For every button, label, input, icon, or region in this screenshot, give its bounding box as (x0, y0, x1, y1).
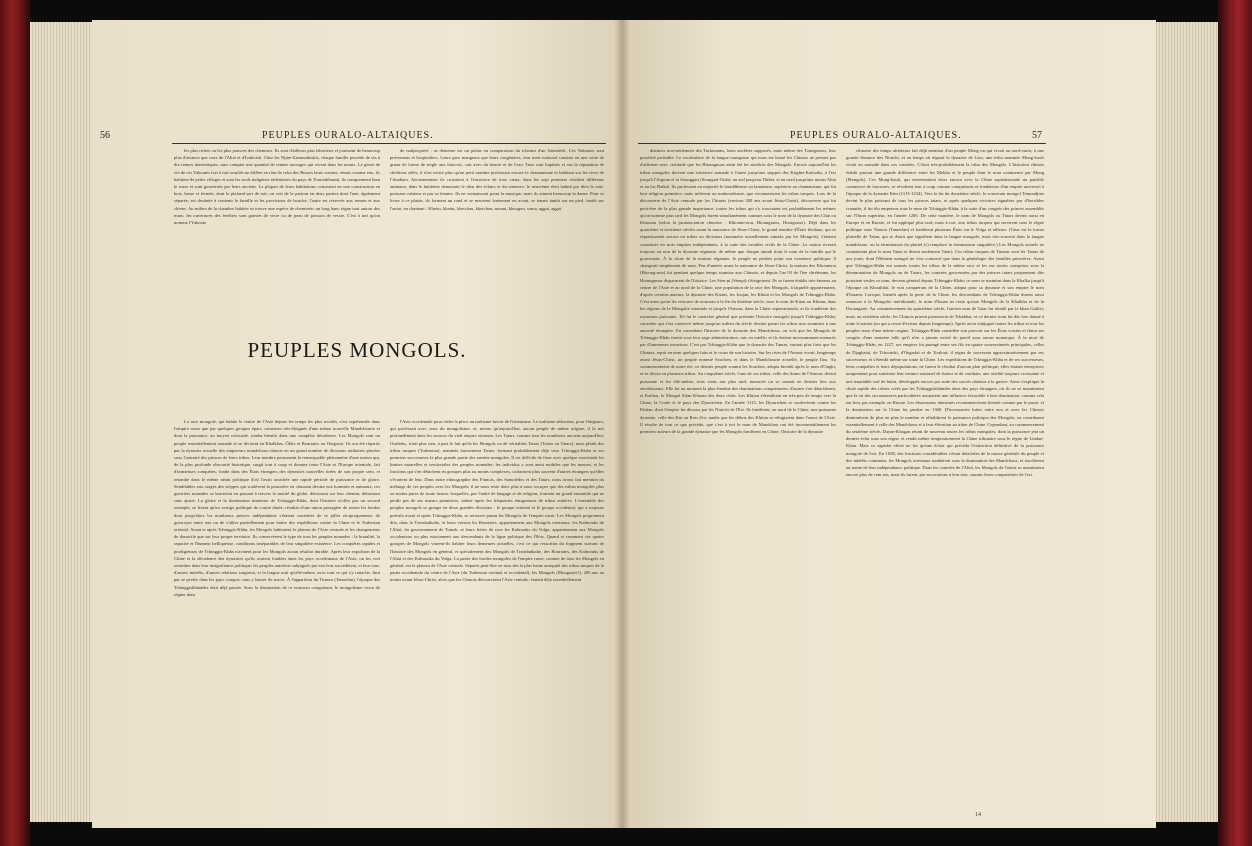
right-page-number: 57 (1032, 130, 1042, 141)
left-col1-top-text: les plus riches ou les plus pauvres des chemises. Ils sont d'ailleurs plus laborieux et jouissent de beaucoup plus d'aisance que ceux de l'Altaï et d'Ioukotsk. Chez les Nijne-Zamoudinskis, chaque famille possède de six à dix rennes domestiques, sans compter une quantité de rennes sauvages qui vivent dans les monts. Le genre de vie de ces Yakoutes fort à fait rosultés ne diffère en rien de celui des Russes leurs voisins; réunis comme eux, ils habitent de petits villages et sont les seuls indigènes sédentaires du pays de Touroukhansk; ils comprennent bien le russe et sont gouvernés par leurs anciens. La plupart de leurs habitations consistent en une construction en bois, basse et fermée, dont le plafond sert de toit; on voit de la partout en deux parties dont l'une, également séparée, est destinée à contenir la famille et les provisions de bouche; l'autre est réservée aux rennes et aux chiens. Au milieu de la chambre habitée se trouve une espèce de cheminée; un long banc règne tout autour des murs; les ouvertures des fenêtres sont garnies de verre ou de peau de poisson de vessie. C'est à tort qu'on nomme l'Yakoute (174, 148, 380, 226)
page-block-left (30, 22, 92, 822)
right-col2-text: chinoise des temps ultérieurs fait déjà mention d'un peuple Mong-on qui vivait au nord-ouest, à une grande distance des Niutchi; et au temps où régnait la dynastie de Liao, une tribu nommée Mong-kouli vivait en nomade dans ces contrées. C'était très-probablement la tribu des Mongols. L'historien chinois établit partout une grande différence entre les Mokho et le peuple dont le nom commence par Mong (Mongols). Ces Mong-kouli, qui entretenaient alors encore avec la Chine septentrionale un paisible commerce de fourrures, se révoltent tout à coup comme conquérants et fondateurs d'un empire universel à l'époque de la dynastie Kim (1115-1234). Vers la fin du douzième siècle, le souverain mongol Temoudjine devint le plus puissant de tous les princes tatars, et après quelques victoires signalées par d'horribles cruautés, il fut élu empereur sous le nom de Tchinggis-Khân, à la suite d'un congrès des princes assemblés sur l'Onon supérieur, en l'année 1206. De cette manière, le nom de Mongols ou Tatars devint aussi en Europe et en Russie, et fut appliqué plus tard, mais à tort, aux tribus turques qui servirent sous le règne politique sous Timour (Tamerlan) et fondèrent plusieurs États sur le Volga et ailleurs. (Tatar est la forme plurielle de Tatan, qui se disait que signifient dans la langue mongole, mais très-souvent dans la langue mandchoue, ou la terminaison du pluriel (r) remplace la terminaison singulière.) Les Mongols actuels ne connaissent plus le nom Tatan et disent seulement Tatar). Ces tribus turques de Timour sont les Tatars de nos jours, dont l'élément mongol ne s'est conservé que dans la généalogie des familles princières. Avant que Tchinggis-Khân eut soumis toutes les tribus de la même race et les eut toutes comprises sous la dénomination de Mongols ou de Tatars, les contrées gouvernées par des princes tatars proprement dits portaient seules ce nom, devenu général depuis Tchinggis-Khân; ce nom se maintint dans la Khalka jusqu'à l'époque où Khoubilaï, le vrai conquérant de la Chine, adopta pour sa dynastie et son empire le nom d'Iouann. Lorsque, bientôt après la perte de la Chine, les descendants de Tchinggis-Khân durent aussi renoncer à la Mongolie méridionale, le nom d'Iouan ne resta qu'aux Mongols de la Khalkha et de la Dzoungarie. Au commencement du quinzième siècle, l'ancien nom de Tatar fut rétabli par le khan Gulitsi; mais, au seizième siècle, les Chinois prirent possession de Tchakhar, et ce dernier nom fut dès lors donné à toute la nation (ou qui a cessé d'exister depuis longtemps). Après avoir subjugué toutes les tribus et tous les peuples issus d'une même origine, Tchinggis-Khân considère son pouvoir sur les États voisins et finira ses congrès d'une manière telle qu'il n'en a jamais existé de pareil sous aucun monarque. À la mort de Tchinggis-Khân, en 1227, ses empires fut partagé entre ses fils en quatre souverainetés principales, celles de Djaghataï, de Tchoutchi, d'Ougodaï et de Touloui; il régna de souverain approximativement par ses successeurs et s'étendit même sur toute la Chine. Les expéditions de Tchinggis-Khân et de ses successeurs, leurs conquêtes et leurs dépopulations, ne furent le résultat d'aucun plan politique; elles étaient entreprises uniquement pour satisfaire leur instinct national de fureur et de combats; une avidité toujours croissante et une insatiable soif de butin, développée encore par suite des succès obtenus à la guerre. Ainsi s'explique la chute rapide des trônes créés par les Tchinggiskhânides dans des pays étrangers, où ils ne se maintinrent que la où des circonstances particulières assuraient une influence favorable à leur domination, comme cela eut lieu, par exemple, en Russie. Les dissensions intestines recommencèrent bientôt comme par le passé, et la domination sur la Chine fut perdue en 1368. D'incessantes luttes entre eux et avec les Chinois diminuèrent de plus en plus le nombre et affaiblirent la puissance politique des Mongols, en contribuant essentiellement à celle des Mandchous et à leur élévation au trône de Chine. Cependant, au commencement du seizième siècle, Dayan-Khagan réunit de nouveau toutes les tribus mongoles, dont la puissance jeta un dernier éclat sous son règne, et rendit même temporairement la Chine tributaire sous le règne de Lindan-Khan. Mais ce superbe effort ne fut qu'une éclair qui précéda l'extinction définitive de la puissance mongole de l'est. En 1638, des fractions considérables s'étant détachées de la masse générale du peuple et des intérêts communs, les Mongols orientaux tombèrent sous la domination des Mandchous, et touchèrent au terme de leur indépendance politique. Dans les contrées de l'Altaï, les Mongols de l'ouest se maintinrent encore plus de cent ans, mais ils furent, par successions à leur tour, soumis leurs compatriotes de l'est. (846, 148, 1044, 478)
left-col2-top-text: de malpropreté : sa demeure est un palais en comparaison du tchoum d'un Samoïède. Ces Yakoutes sont prévenants et hospitaliers. Leurs gros mangeurs que leurs congénères, leur mets national consiste en une sorte de gruau de farine de seigle aux haricots, cuit avec du beurre et de l'eau. Tous sont baptisés et ont la réputation de chrétiens zélés; il n'en existe plus qu'un petit nombre professant encore le chamanisme et habitant sur les rives de l'Anabara. Anciennement ils croyaient à l'existence de trois cieux; dans les sept premiers résident différents animaux; dans le huitième demeurait le dieu des éclairs et du tonnerre; le neuvième était habité par dieu le tout-puissant créateur et par sa femme. Ils ne connaissent point la musique, mais ils aiment beaucoup la danse. Pour se livrer à ce plaisir, ils forment un rond et se meuvent lentement en avant, se tenant tantôt sur un pied, tantôt sur l'autre, en chantant : Khettu, khettu, khetchau, khetchau, mouni, khougou, soma, aggai, aggai. (390, 148, 604, 211)
book-gutter (614, 20, 630, 828)
signature-mark: 14 (975, 812, 981, 818)
right-col1-text: distincts non-seulement des Turkomans, leurs ancêtres supposés, mais même des Toungouses, leur postérité probable. Le vocabulaire de la langue toungouse qui nous est laissé les Chinois ne permet pas d'affirmer avec certitude que les Hioungnous aient été les ancêtres des Mongols. Encore aujourd'hui les tribus mongoles doivent une existence nomade à l'ouest jusqu'aux steppes des Kirghiz-Kaïssaks, à l'est jusqu'à l'Argoun et la Sounggari (Soungari-Oula), au sud jusqu'au Thibet, et au nord jusqu'aux monts Altaï et au lac Baïkal. Ils professent en majorité le bouddhisme ou lamaïsme, supérieur au chamanisme, qui fut leur religion primitive; mais inférieur au mahométisme, que reconnaissent les tribus turques. Lors de la découverte de l'Asie centrale par les Chinois (environ 200 ans avant Jésus-Christ), découverte qui fut peut-être de la plus grande importance, toutes les tribus qui s'y trouvaient est probablement les mêmes qu'on nomme plus tard les Mongols furent simultanément connues sous le nom de la dynastie des Chin ou Khiounn (selon la prononciation chinoise : Khiounn-nou, Hioungnous, Hiongnous). Déjà dans les quatrième et troisième siècles avant la naissance de Jésus-Christ, le grand nombre d'États féodaux, qui se répartissaient encore en tribus ou divisions (nommées actuellement aimaks par les Mongols), s'étaient constitués en trois empires indépendants, à la suite des troubles civils de la Chine. La nation riverait toujours ou non de la dynastie régnante, de même que chaque aimak tirait le nom de la famille qui le gouvernait. À la chute de la maison régnante, le peuple ne perdait point son existence politique; il changeait simplement de nom. Peu d'années avant la naissance de Jésus-Christ, la maison des Khounnou (Hioung-nou) fut pendant quelque temps soumise aux Chinois; et depuis l'an 93 de l'ère chrétienne, les Hioungnous disparurent de l'histoire. Les Sien-pi (Sienpi) s'éteignirent. Ils se furent établis très-fameux au centre de l'Asie et au nord de la Chine, une population de la race des Mongols, à laquelle appartenaient, d'après certains auteurs, la dynastie des Kitans, les Joujan, les Khitaï et les Mongols de Tchinggis-Khân. C'est ainsi qu'on les retrouve de nouveau à la fin du dixième siècle, sous le nom de Kitan ou Khitan, dans les régions de la Mongolie orientale et jusqu'à l'Amour, dans la Chine septentrionale; et ils fondèrent des royaumes puissants. Tel fut le caractère général que présente l'histoire mongole jusqu'à Tchinggis-Khân, caractère qui s'est conservé même jusqu'au milieu du siècle dernier parmi les tribus non soumises à une autorité étrangère. En consultant l'histoire de la dynastie des Mandchous, on voit que les Mongols de Tchinggis-Khân furent sous leur sage administration, mis en tutelle; et ils étaient incessamment menacés par d'immenses invasions. C'est par Tchinggis-Khân que la dynastie des Tamas, surtout plus forts que les Chinois, reprit en nom quelques faits et le cours de son histoire. Sur les rives de l'Amour vivait, longtemps avant Jésus-Christ, un peuple nommé Souchen, et dans le Mandchourie actuelle, le peuple Ilou. Au commencement de notre ère, ce dernier peuple soumit les Souchen, adopta bientôt après le nom d'Ougki, et se divisa en plusieurs tribus. Au cinquième siècle, l'une de ces tribus, celle des Sumo de l'Amour, devint puissante et fut elle-même, trois cents ans plus tard, menacée ou se soumit en dernier lieu aux envahisseurs. Elle fut un moment la plus étendue des dominations conquérantes; d'autres s'en détachèrent, et Kaïdou, le Mongol Sifan Kharan des deux côtés. Les Khitan s'étendirent en très-peu de temps vers la Chine, la Corée et le pays des Djourtchen. En l'année 1115, les Djourtchen se soulevèrent contre les Khitan, dont l'empire fut dissous par les Niutchi de l'Est. Ils fondèrent, au nord de la Chine, une puissante dynastie, celle des Kin ou Rois d'or, tandis que les débris des Khitan se réfugiaient dans l'ouest de l'Asie. Il résulte de tout ce que précède, que c'est à tort le nom de Mandchou ont été incontestablement les premiers auteurs de la grande dynastie que les Mongols fondèrent en Chine; l'histoire de la dynastie (640, 148, 836, 434)
left-page-number: 56 (100, 130, 110, 141)
page-block-right (1156, 22, 1218, 822)
section-title: PEUPLES MONGOLS. (247, 338, 467, 362)
right-header-rule (638, 143, 1046, 144)
right-running-head: PEUPLES OURALO-ALTAIQUES. (790, 130, 962, 141)
book-cover-left-edge (0, 0, 30, 846)
left-running-head: PEUPLES OURALO-ALTAIQUES. (262, 130, 434, 141)
book-cover-right-edge (1218, 0, 1252, 846)
left-col1-body-text: La race mongole, qui habite le centre de l'Asie depuis les temps les plus reculés, s'est représentée dans l'empire russe que par quelques groupes épars, ruineuses très-éloignés d'une même nouvelle Mandchourie et dont la puissance, au moyen colossale, tomba bientôt dans une complète décadence. Les Mongols sont un peuple essentiellement nomade et se divisent en Khalkhas, Ölöts et Bouriates ou Ouigouri. Ils ont été répartis par la dynastie actuelle des empereurs mandchous-chinois en un grand nombre de divisions militaires placées sous l'autorité des princes de leurs tribus. Leur nombre permanent le remarquable phénomène d'une nation qui, de la plus profonde obscurité historique, surgit tout à coup et domine toute l'Asie et l'Europe orientale, fait d'immenses conquêtes, fonde dans des États étrangers des dynasties nouvelles tirées de son propre sein, et retombe dans le même néant politique d'où l'avait arrachée une rapide période de puissance et de gloire. Semblables aux orages des steppes qui soulèvent la poussière en chassant devant eux hommes et animaux, ces guerriers nomades se lancèrent en passant à travers la moitié du globe, détruisant sur leur chemin, détruisant sans ajuste. La gloire et la domination immense de Tchinggis-Khân, dont l'histoire n'offre pas un second exemple, se fixent qu'un vestige politique de courte durée, résultat d'une union passagère de toutes les hordes dont jusqu'alors les nombreux princes indépendants s'étaient contentés de se piller réciproquement, de guerroyer entre eux ou de s'allier partiellement pour battre des expéditions contre la Chine et le Turkestan oriental. Avant et après Tchinggis-Khân, les Mongols habitaient le plateau de l'Asie centrale et les changements de domicile que sur leur propre territoire. Ils conservèrent le type de tous les peuples nomades : la brutalité, la rapacité et l'humeur belliqueuse, conditions inséparables de leur singulière existence. Les conquêtes rapides et prodigieuses de Tchinggis-Khân n'avaient pour les Mongols aucun résultat durable. Après leur expulsion de la Chine et la décadence des dynasties qu'ils avaient fondées dans les pays occidentaux de l'Asie, on les voit retomber dans leur insignifiance politique; les peuples autrefois subjugués par eux leur succédèrent, et leur tour; d'autres intérêts, d'autres relations surgirent, et la longue nuit qu'elle-même, avec tout ce qui s'y rattache, finit par se perdre dans les pays conquis, sans y laisser de traces. À l'apparition du Timour (Tamerlan), l'époque des Tchinggiskhânides était déjà passée. Sous la domination de ce nouveau conquérant, le mongolisme cessa de régner dans (174, 419, 380, 597)
left-header-rule (172, 143, 606, 144)
left-col2-body-text: l'Asie occidentale pour céder la place au turkisme favori de l'islamisme. Le turkisme séducteur, pour Ouïgours; qui professait avec ceux du mongolisme, et, mieux qu'aujourd'hui, aucun peuple de même origine, il la mit profondément dans les sources du vieil empire ottoman. Les Tatars, comme tous les nombreux anciens aujourd'hui, Ouzbeks, n'ont plus rien, à part le fait qu'ils les Mongols ou de véritables Tatars (Tatars ou Tatars), mais plutôt des tribus turques (Turkestan), nommés faussement Tatars, formant probablement déjà sous Tchinggis-Khân et ses premiers successeurs la plus grande partie des armées mongoles. Il est difficile de fixer avec quelque exactitude les limites naturelles et territoriales des peuples nomades; les individus y sont aussi mobiles que les masses, et les fractions qui s'en détachent en groupes plus ou moins complexes, colonisent plus souvent d'autres étrangers qu'elles s'écartent de leur. Dans notre ethnographie des Finnois, des Samoïèdes et des Tatars, nous avons fait mention du mélange de ces peuples avec les Mongols; il ne nous reste donc plus à nous occuper que des tribus mongoles plus ou moins pures de toute fusion, lesquelles, par l'unité de langage et de religion, forment un grand ensemble qui ne perdit pas de ses mœurs primitives, même après les fréquentes émigrations de tribus entières. L'ensemble des peuples mongols se groupe en deux grandes divisions : le groupe oriental et le groupe occidental, qui a toujours prévalu avant et après Tchinggis-Khân, se retrouve parmi les Mongols de l'empire russe. Les Mongols proprement dits, dans la Transbaïkalie, et leurs voisins les Bouriates, appartiennent aux Mongols orientaux; les Kalmouks de l'Altaï, du gouvernement de Tomsk, et leurs frères de race les Kalmouks du Volga, appartiennent aux Mongols occidentaux ou plus exactement aux descendants de la ligue politique des Ölöts. Quand et comment ces quatre groupes de Mongols vinrent-ils habiter leurs demeures actuelles, c'est ce qui ressortira du fragment suivant de l'histoire des Mongols en général, et spécialement des Mongols de Transbaïkalie, des Bouriates, des Kalmouks de l'Altaï et des Kalmouks du Volga. La patrie des hordes mongoles de l'empire russe, comme de tous les Mongols en général, est le plateau de l'Asie centrale. Séparés peut-être en tous des la plus haute antiquité des tribus turques de la partie occidentale du centre de l'Asie (du Turkestan oriental et occidental), les Mongols (Mongoues?), 200 ans au moins avant Jésus-Christ, alors que les Chinois découvrirent l'Asie centrale, étaient déjà essentiellement (390, 419, 604, 583)
